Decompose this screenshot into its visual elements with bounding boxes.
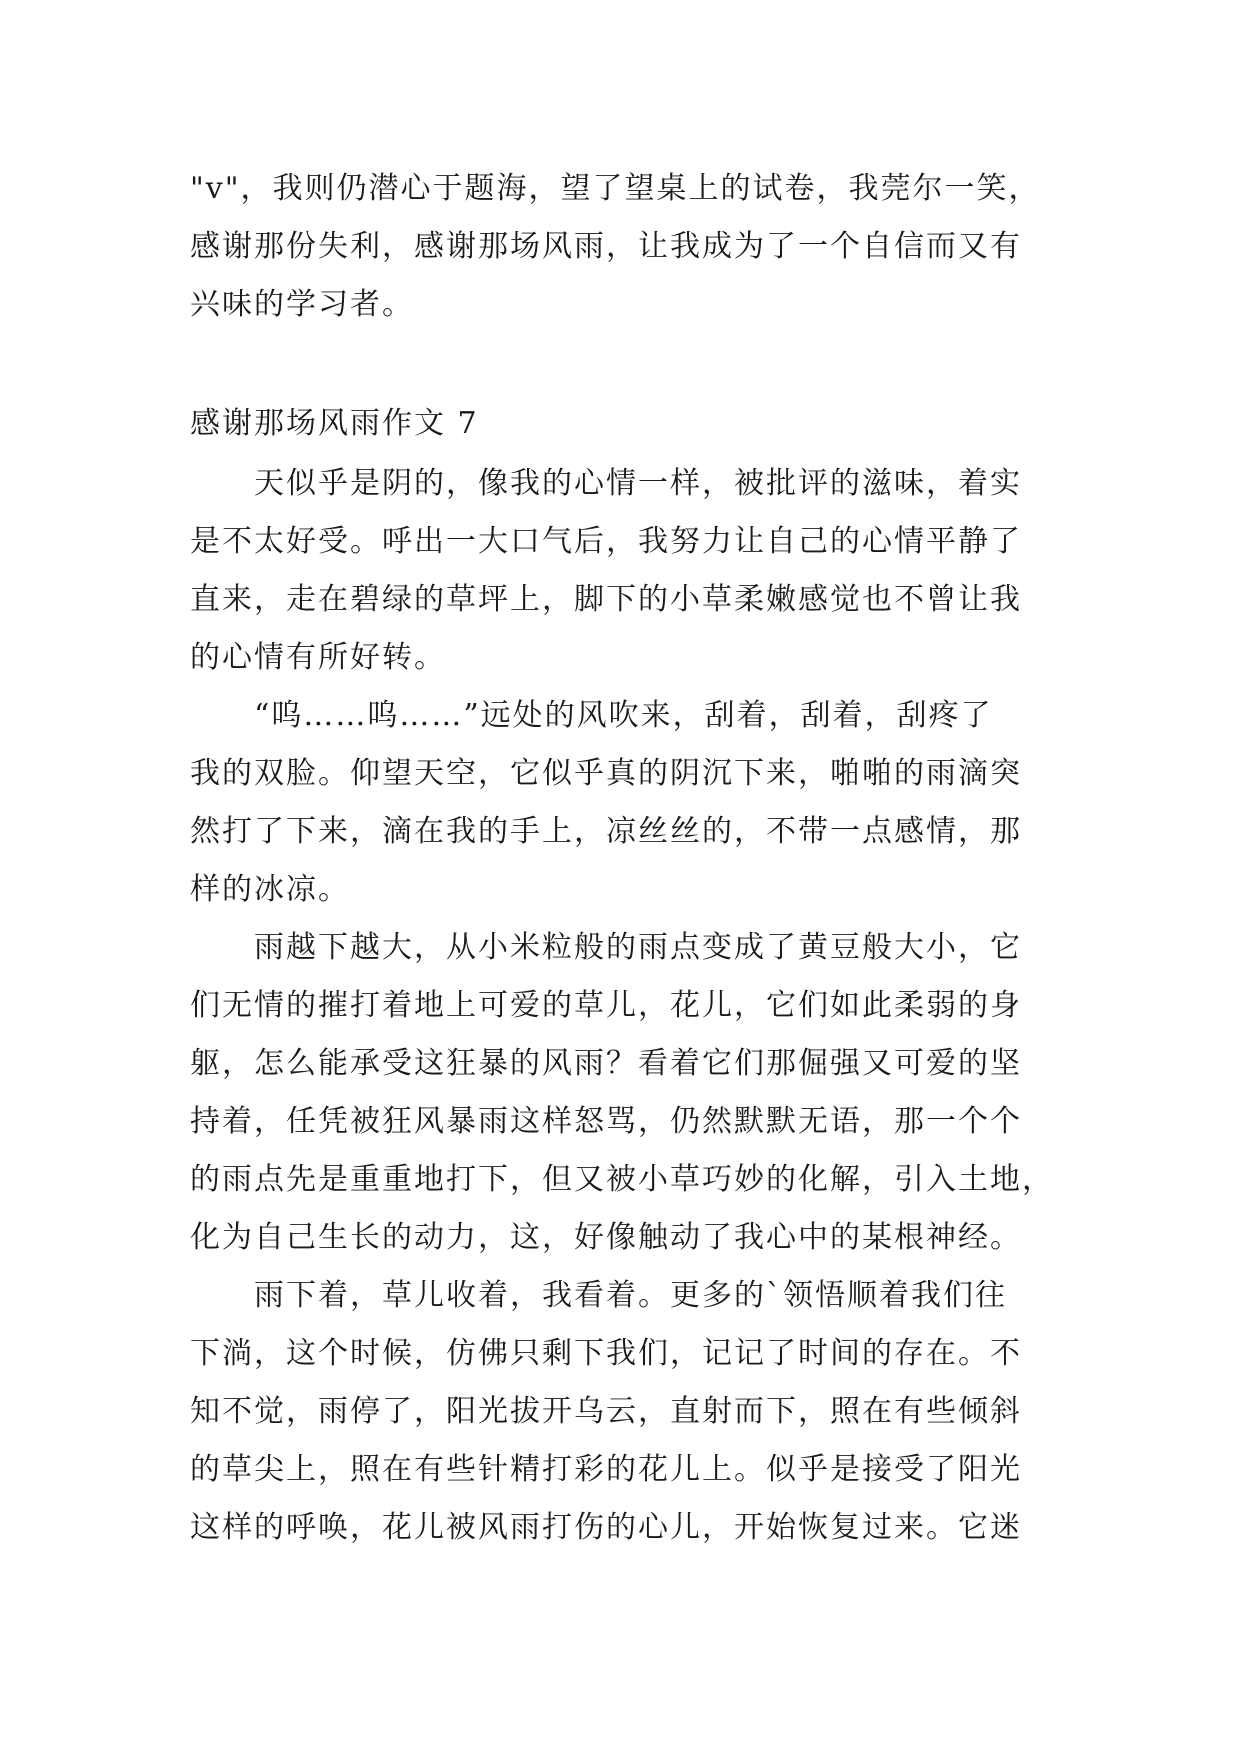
intro-paragraph <box>190 160 1070 334</box>
text-line: “呜……呜……”远处的风吹来，刮着，刮着，刮疼了 <box>190 698 993 733</box>
text-line: 然打了下来，滴在我的手上，凉丝丝的，不带一点感情，那 <box>190 814 1022 849</box>
text-line: 雨下着，草儿收着，我看着。更多的`领悟顺着我们往 <box>190 1278 1007 1313</box>
text-line: 兴味的学习者。 <box>190 287 414 322</box>
text-line: 样的冰凉。 <box>190 872 350 907</box>
text-line: 雨越下越大，从小米粒般的雨点变成了黄豆般大小，它 <box>190 930 1022 965</box>
text-line: 天似乎是阴的，像我的心情一样，被批评的滋味，着实 <box>190 466 1022 501</box>
text-line: 们无情的摧打着地上可爱的草儿，花儿，它们如此柔弱的身 <box>190 988 1022 1023</box>
text-line: 的草尖上，照在有些针精打彩的花儿上。似乎是接受了阳光 <box>190 1452 1022 1487</box>
text-line: 感谢那份失利，感谢那场风雨，让我成为了一个自信而又有 <box>190 229 1022 264</box>
text-line: 这样的呼唤，花儿被风雨打伤的心儿，开始恢复过来。它迷 <box>190 1510 1022 1545</box>
essay-title-block <box>190 395 1070 453</box>
text-line: 的心情有所好转。 <box>190 640 446 675</box>
text-line: 持着，任凭被狂风暴雨这样怒骂，仍然默默无语，那一个个 <box>190 1104 1022 1139</box>
text-line: 是不太好受。呼出一大口气后，我努力让自己的心情平静了 <box>190 524 1022 559</box>
text-line: 躯，怎么能承受这狂暴的风雨？看着它们那倔强又可爱的坚 <box>190 1046 1022 1081</box>
text-line: 化为自己生长的动力，这，好像触动了我心中的某根神经。 <box>190 1220 1022 1255</box>
text-line: 我的双脸。仰望天空，它似乎真的阴沉下来，啪啪的雨滴突 <box>190 756 1022 791</box>
essay-title: 感谢那场风雨作文 7 <box>190 406 479 441</box>
essay-body <box>190 455 1070 1557</box>
text-line: 直来，走在碧绿的草坪上，脚下的小草柔嫩感觉也不曾让我 <box>190 582 1022 617</box>
text-line: 下淌，这个时候，仿佛只剩下我们，记记了时间的存在。不 <box>190 1336 1022 1371</box>
text-line: "v"，我则仍潜心于题海，望了望桌上的试卷，我莞尔一笑， <box>190 171 1041 206</box>
text-line: 的雨点先是重重地打下，但又被小草巧妙的化解，引入土地， <box>190 1162 1054 1197</box>
text-line: 知不觉，雨停了，阳光拔开乌云，直射而下，照在有些倾斜 <box>190 1394 1022 1429</box>
